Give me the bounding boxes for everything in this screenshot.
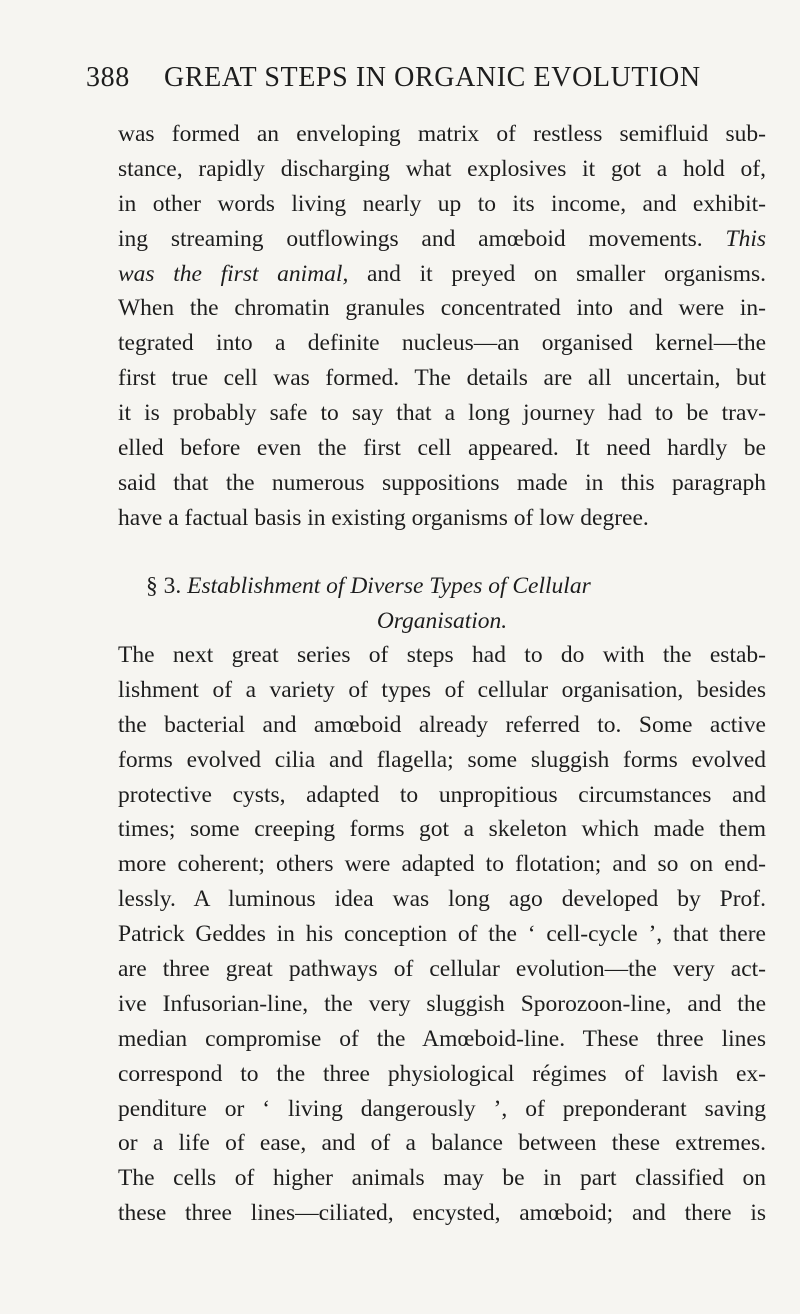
section-number: § 3. [146, 573, 182, 599]
text-line: in other words living nearly up to its income, and exhibit- [118, 190, 766, 217]
running-header [86, 62, 766, 102]
running-title: GREAT STEPS IN ORGANIC EVOLUTION [164, 62, 701, 93]
text-line [118, 257, 766, 292]
text-line: protective cysts, adapted to unpropitious circumstances and [118, 781, 766, 808]
text-line: the bacterial and amœboid already referred to. Some active [118, 711, 766, 738]
page-number: 388 [86, 62, 130, 93]
italic-text: was the first animal, [118, 260, 349, 287]
text-line: it is probably safe to say that a long journey had to be trav- [118, 400, 766, 427]
text-line: correspond to the three physiological régimes of lavish ex- [118, 1060, 766, 1087]
text-line: penditure or ‘ living dangerously ’, of preponderant saving [118, 1095, 766, 1122]
text-line: elled before even the first cell appeared. It need hardly be [118, 435, 766, 462]
text-line: these three lines—ciliated, encysted, amœboid; and there is [118, 1200, 766, 1227]
text-line: stance, rapidly discharging what explosives it got a hold of, [118, 155, 766, 182]
text-line: are three great pathways of cellular evolution—the very act- [118, 956, 766, 983]
section-heading-line [146, 569, 591, 604]
text-line: lessly. A luminous idea was long ago developed by Prof. [118, 886, 766, 913]
text-line: Patrick Geddes in his conception of the ‘ cell-cycle ’, that there [118, 921, 766, 948]
text-line: first true cell was formed. The details are all uncertain, but [118, 365, 766, 392]
text-line: The cells of higher animals may be in part classified on [118, 1165, 766, 1192]
text-line: have a factual basis in existing organisms of low degree. [118, 504, 649, 531]
italic-text: This [725, 225, 767, 252]
text-segment: and it preyed on smaller organisms. [367, 260, 766, 287]
text-line: or a life of ease, and of a balance between these extremes. [118, 1130, 766, 1157]
text-line: When the chromatin granules concentrated into and were in- [118, 295, 766, 322]
section-title: Establishment of Diverse Types of Cellular [187, 573, 591, 599]
text-line: was formed an enveloping matrix of restless semifluid sub- [118, 121, 766, 147]
text-segment: ing streaming outflowings and amœboid movements. [118, 225, 703, 252]
paragraph-1 [118, 117, 766, 536]
text-line: The next great series of steps had to do with the estab- [118, 642, 766, 668]
text-line: times; some creeping forms got a skeleton which made them [118, 816, 766, 843]
text-line: ive Infusorian-line, the very sluggish Sporozoon-line, and the [118, 990, 766, 1017]
text-line: said that the numerous suppositions made in this paragraph [118, 469, 766, 496]
section-title-continued: Organisation. [376, 607, 508, 634]
text-line: more coherent; others were adapted to flotation; and so on end- [118, 851, 766, 878]
text-line: lishment of a variety of types of cellular organisation, besides [118, 676, 766, 703]
text-line: forms evolved cilia and flagella; some sluggish forms evolved [118, 746, 766, 773]
paragraph-2 [118, 638, 766, 1231]
text-line: tegrated into a definite nucleus—an organised kernel—the [118, 330, 766, 357]
text-line: median compromise of the Amœboid-line. These three lines [118, 1025, 766, 1052]
text-line [118, 222, 766, 257]
